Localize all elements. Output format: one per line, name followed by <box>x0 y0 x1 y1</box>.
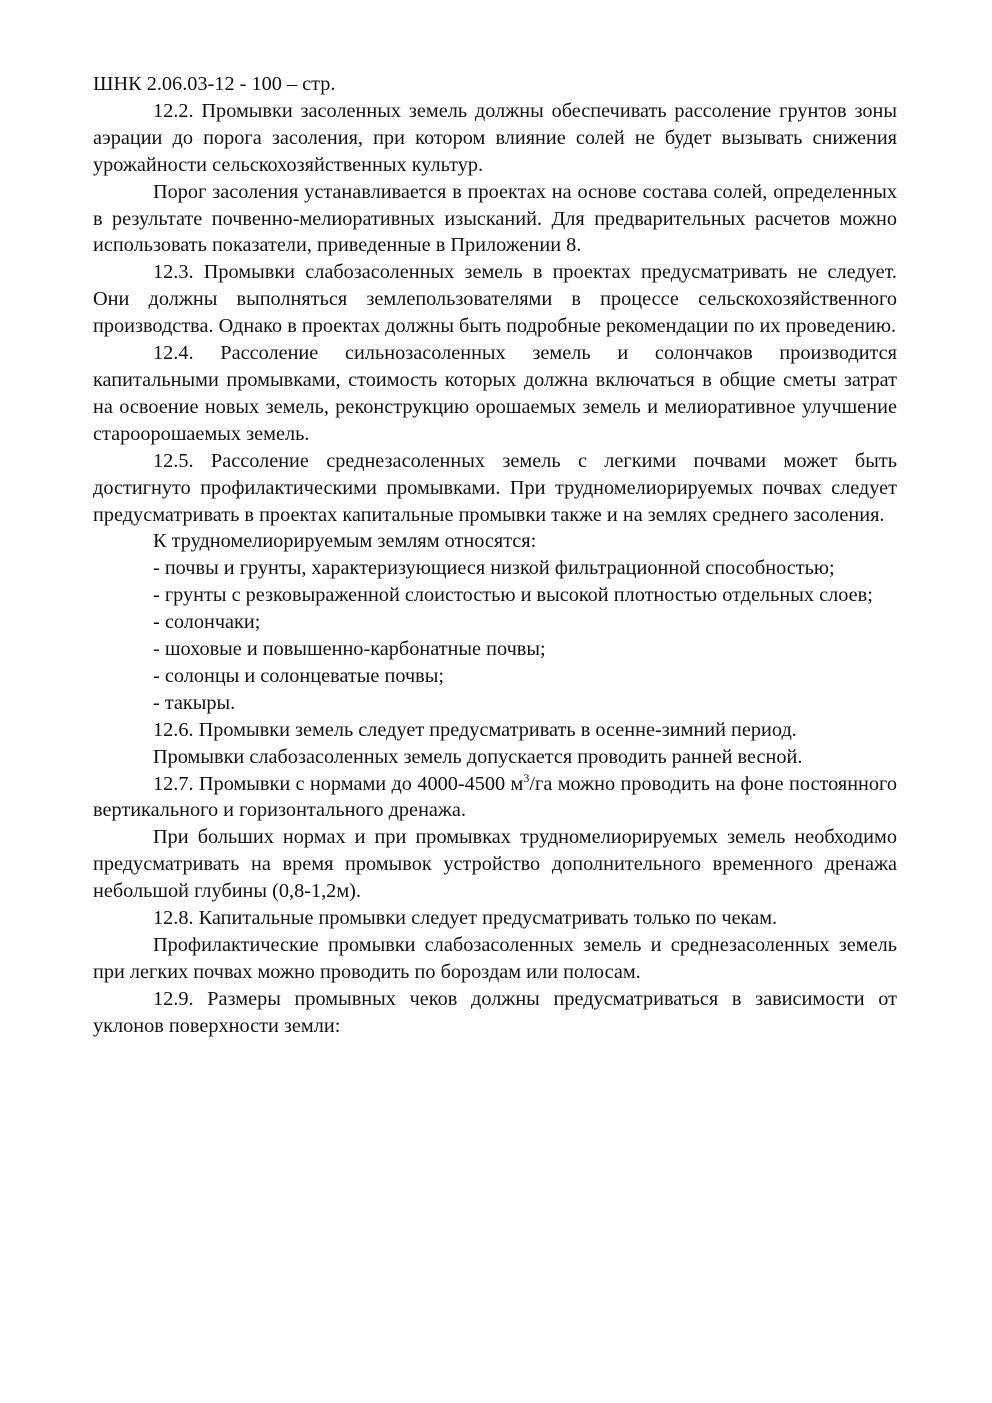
list-item: - солончаки; <box>153 611 261 634</box>
paragraph-12-9: 12.9. Размеры промывных чеков должны предусматриваться в зависимости от уклонов поверхности земли: <box>93 987 897 1037</box>
paragraph-difficult-lands-intro: К трудномелиорируемым землям относятся: <box>153 530 537 553</box>
list-item: - почвы и грунты, характеризующиеся низкой фильтрационной способностью; <box>153 557 835 580</box>
paragraph-salinity-threshold: Порог засоления устанавливается в проектах на основе состава солей, определенных в результате почвенно-мелиоративных изысканий. Для предварительных расчетов можно использовать показатели, приведенные в Приложении 8. <box>93 180 897 257</box>
paragraph-12-7-end: /га можно проводить на фоне постоянного вертикального и горизонтального дренажа. <box>93 772 897 822</box>
list-item: - шоховые и повышенно-карбонатные почвы; <box>153 638 546 661</box>
paragraph-12-5: 12.5. Рассоление среднезасоленных земель с легкими почвами может быть достигнуто профилактическими промывками. При трудномелиорируемых почвах следует предусматривать в проектах капитальные промывки также и на землях среднего засоления. <box>93 449 897 526</box>
paragraph-12-8: 12.8. Капитальные промывки следует предусматривать только по чекам. <box>153 907 778 930</box>
page-header: ШНК 2.06.03-12 - 100 – стр. <box>93 73 336 95</box>
paragraph-preventive-flushing: Профилактические промывки слабозасоленных земель и среднезасоленных земель при легких почвах можно проводить по бороздам или полосам. <box>93 934 897 983</box>
superscript-cubed: 3 <box>523 770 530 785</box>
list-item: - солонцы и солонцеватые почвы; <box>153 664 444 687</box>
paragraph-12-7 <box>93 771 897 825</box>
paragraph-12-4: 12.4. Рассоление сильнозасоленных земель и солончаков производится капитальными промывками, стоимость которых должна включаться в общие сметы затрат на освоение новых земель, реконструкцию орошаемых земель и мелиоративное улучшение староорошаемых земель. <box>93 342 897 445</box>
paragraph-temporary-drainage: При больших нормах и при промывках трудномелиорируемых земель необходимо предусматривать на время промывок устройство дополнительного временного дренажа небольшой глубины (0,8-1,2м). <box>93 826 897 903</box>
paragraph-12-2: 12.2. Промывки засоленных земель должны обеспечивать рассоление грунтов зоны аэрации до порога засоления, при котором влияние солей не будет вызывать снижения урожайности сельскохозяйственных культур. <box>93 99 897 176</box>
list-item: - грунты с резковыраженной слоистостью и высокой плотностью отдельных слоев; <box>153 584 873 607</box>
paragraph-12-6: 12.6. Промывки земель следует предусматривать в осенне-зимний период. <box>153 718 797 741</box>
paragraph-12-7-start: 12.7. Промывки с нормами до 4000-4500 м <box>153 772 524 795</box>
paragraph-spring-flushing: Промывки слабозасоленных земель допускается проводить ранней весной. <box>153 745 803 768</box>
paragraph-12-3: 12.3. Промывки слабозасоленных земель в проектах предусматривать не следует. Они должны выполняться землепользователями в процессе сельскохозяйственного производства. Однако в проектах должны быть подробные рекомендации по их проведению. <box>93 261 897 338</box>
list-item: - такыры. <box>153 691 236 714</box>
document-page <box>93 71 897 1040</box>
